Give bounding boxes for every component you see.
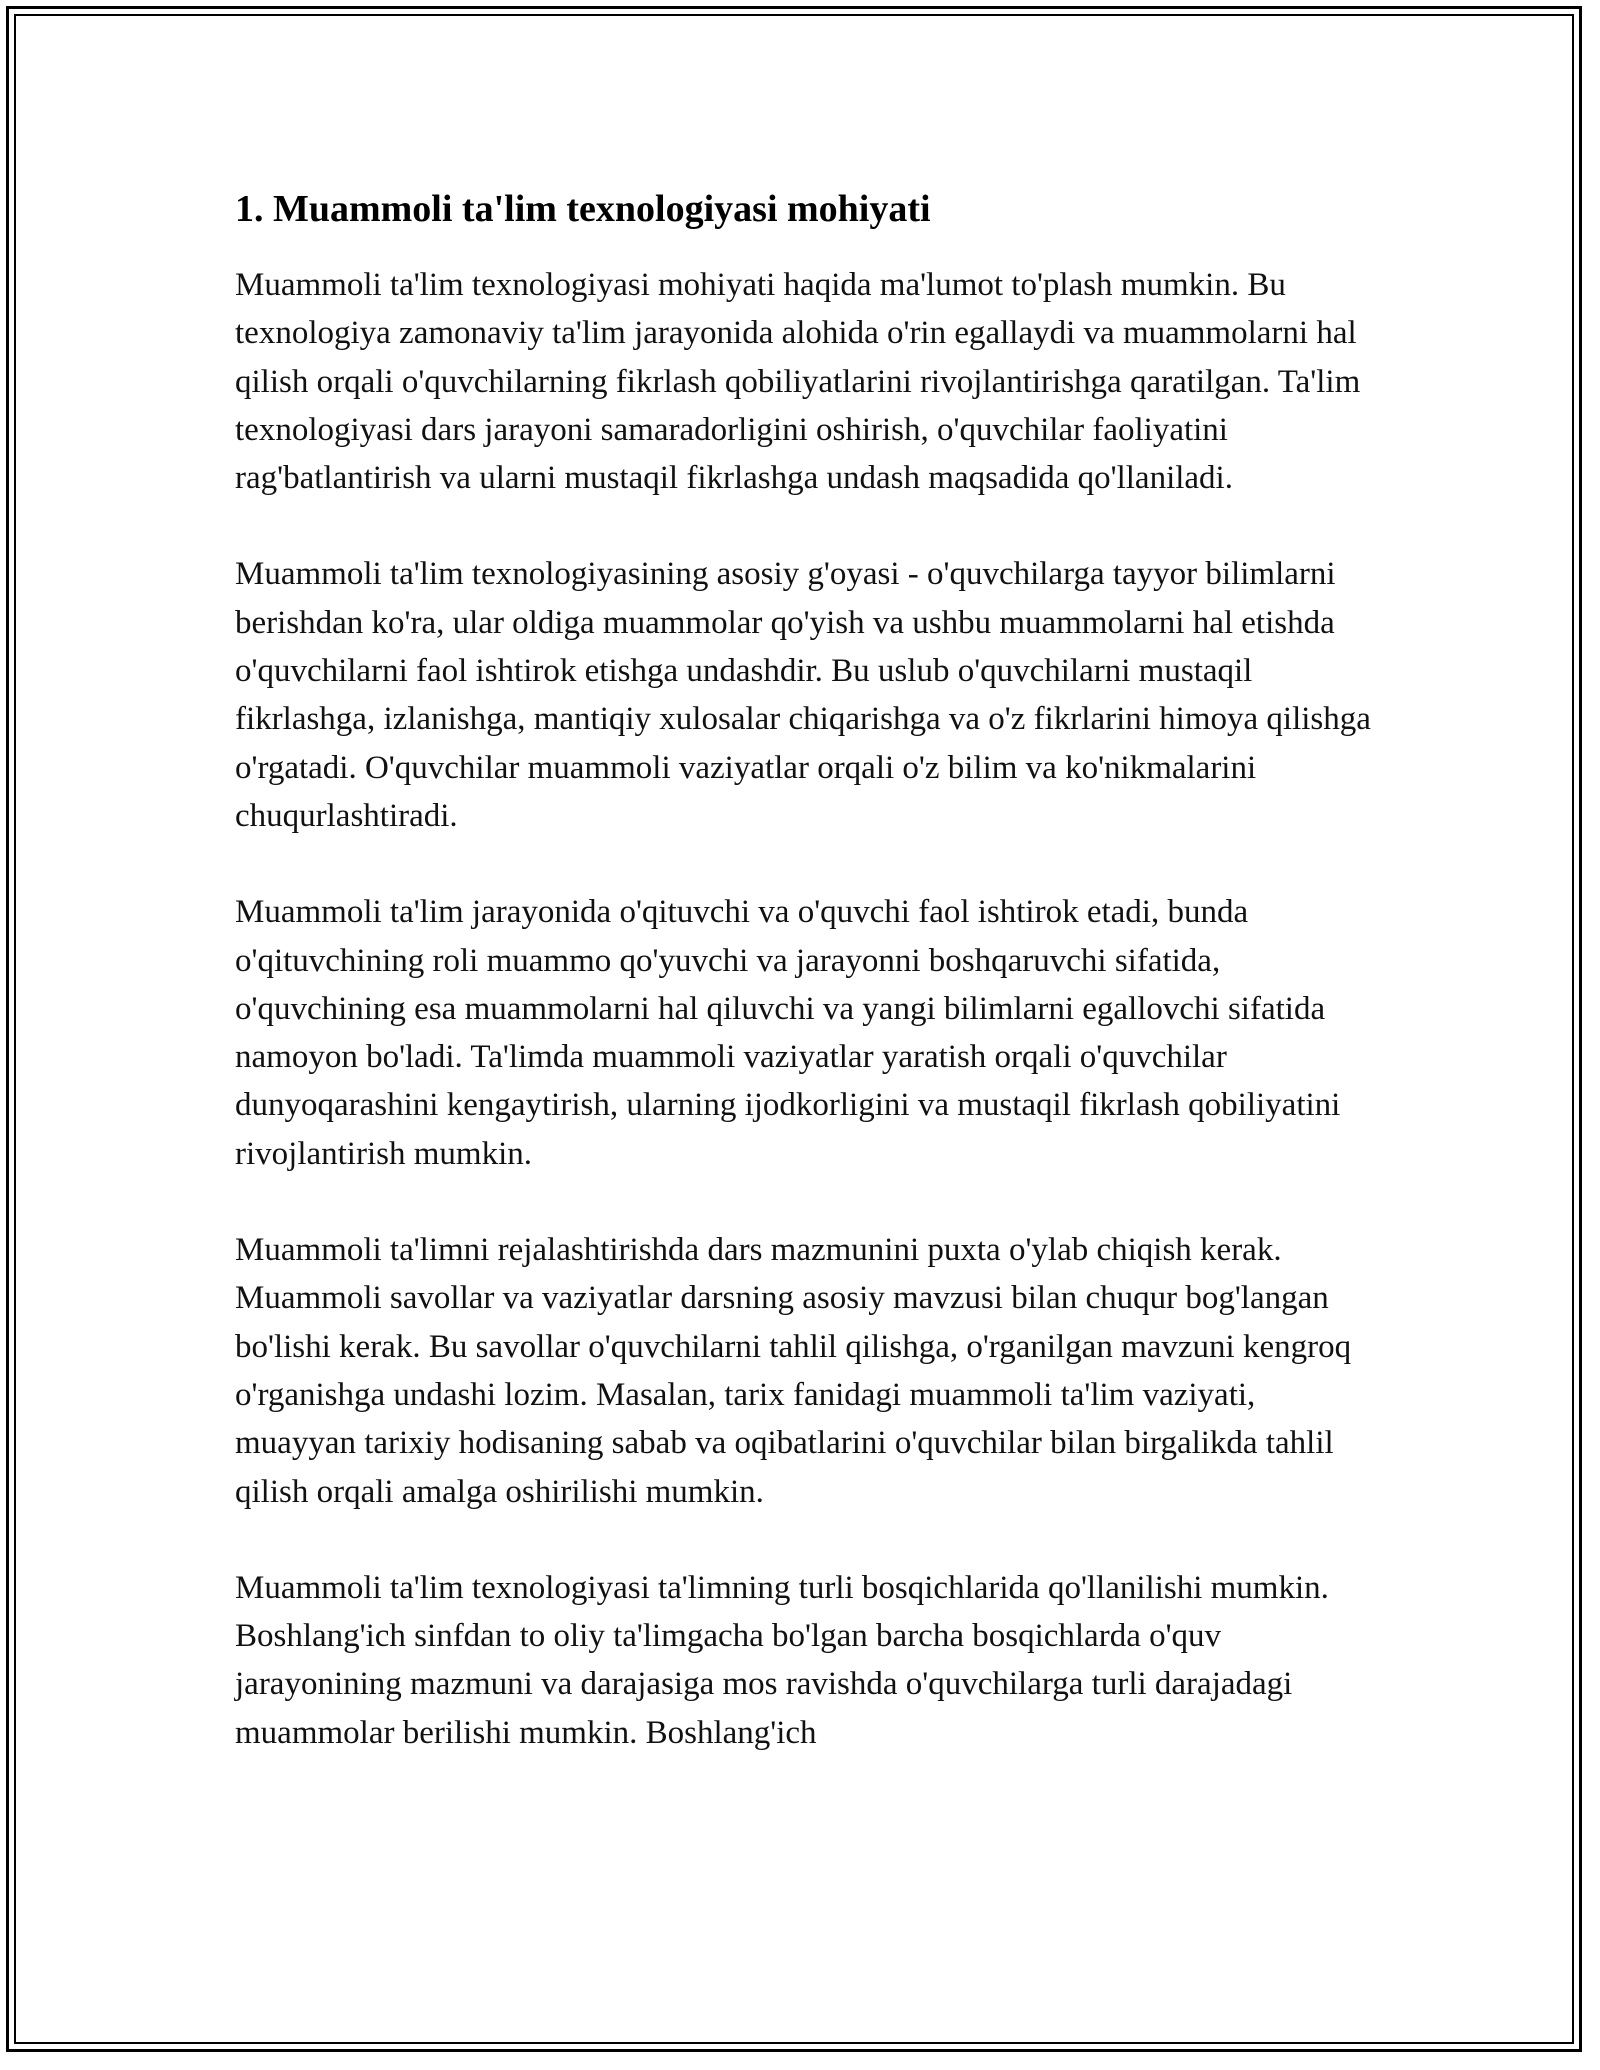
paragraph-5: Muammoli ta'lim texnologiyasi ta'limning turli bosqichlarida qo'llanilishi mumkin. Boshlang'ich sinfdan to oliy ta'limgacha bo'lgan barcha bosqichlarda o'quv jarayonining mazmuni va darajasiga mos ravishda o'quvchilarga turli darajadagi muammolar berilishi mumkin. Boshlang'ich bbox=[235, 1569, 1329, 1751]
section-heading: 1. Muammoli ta'lim texnologiyasi mohiyati bbox=[235, 188, 931, 230]
paragraph-1: Muammoli ta'lim texnologiyasi mohiyati haqida ma'lumot to'plash mumkin. Bu texnologiya zamonaviy ta'lim jarayonida alohida o'rin egallaydi va muammolarni hal qilish orqali o'quvchilarning fikrlash qobiliyatlarini rivojlantirishga qaratilgan. Ta'lim texnologiyasi dars jarayoni samaradorligini oshirish, o'quvchilar faoliyatini rag'batlantirish va ularni mustaqil fikrlashga undash maqsadida qo'llaniladi. bbox=[235, 267, 1361, 497]
document-body bbox=[235, 185, 1375, 1805]
paragraph-4: Muammoli ta'limni rejalashtirishda dars mazmunini puxta o'ylab chiqish kerak. Muammoli savollar va vaziyatlar darsning asosiy mavzusi bilan chuqur bog'langan bo'lishi kerak. Bu savollar o'quvchilarni tahlil qilishga, o'rganilgan mavzuni kengroq o'rganishga undashi lozim. Masalan, tarix fanidagi muammoli ta'lim vaziyati, muayyan tarixiy hodisaning sabab va oqibatlarini o'quvchilar bilan birgalikda tahlil qilish orqali amalga oshirilishi mumkin. bbox=[235, 1232, 1352, 1510]
paragraph-3: Muammoli ta'lim jarayonida o'qituvchi va o'quvchi faol ishtirok etadi, bunda o'qituvchining roli muammo qo'yuvchi va jarayonni boshqaruvchi sifatida, o'quvchining esa muammolarni hal qiluvchi va yangi bilimlarni egallovchi sifatida namoyon bo'ladi. Ta'limda muammoli vaziyatlar yaratish orqali o'quvchilar dunyoqarashini kengaytirish, ularning ijodkorligini va mustaqil fikrlash qobiliyatini rivojlantirish mumkin. bbox=[235, 894, 1341, 1172]
paragraph-2: Muammoli ta'lim texnologiyasining asosiy g'oyasi - o'quvchilarga tayyor bilimlarni berishdan ko'ra, ular oldiga muammolar qo'yish va ushbu muammolarni hal etishda o'quvchilarni faol ishtirok etishga undashdir. Bu uslub o'quvchilarni mustaqil fikrlashga, izlanishga, mantiqiy xulosalar chiqarishga va o'z fikrlarini himoya qilishga o'rgatadi. O'quvchilar muammoli vaziyatlar orqali o'z bilim va ko'nikmalarini chuqurlashtiradi. bbox=[235, 556, 1371, 834]
